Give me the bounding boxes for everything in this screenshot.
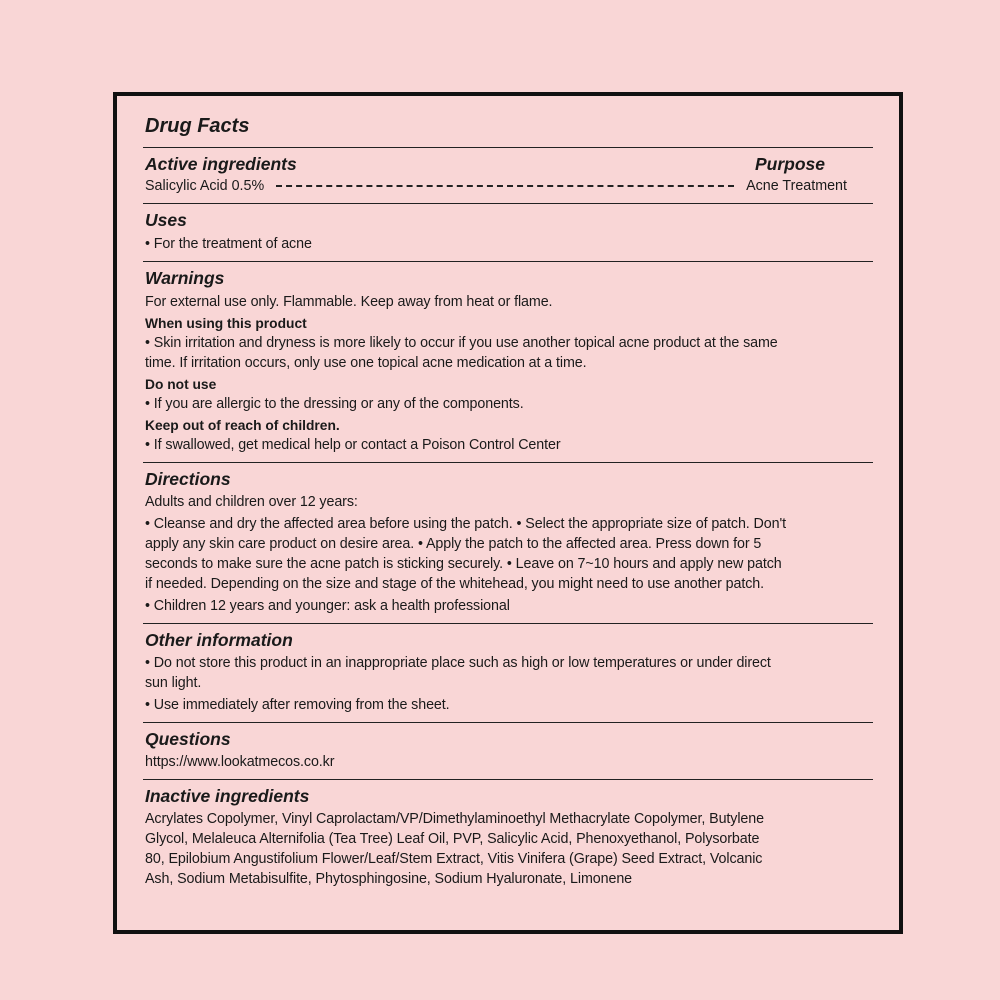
other-information-text: • Use immediately after removing from the sheet. [145, 697, 450, 713]
other-information-section [143, 630, 873, 715]
questions-heading: Questions [145, 729, 231, 749]
active-ingredient-purpose: Acne Treatment [746, 178, 847, 194]
when-using-text: • Skin irritation and dryness is more likely to occur if you use another topical acne product at the same [145, 335, 778, 351]
dotted-leader [276, 185, 734, 187]
warnings-section [143, 268, 873, 455]
divider [143, 722, 873, 723]
inactive-ingredients-text: Acrylates Copolymer, Vinyl Caprolactam/VP/Dimethylaminoethyl Methacrylate Copolymer, Butylene [145, 811, 764, 827]
uses-section [143, 210, 873, 254]
directions-text: • Children 12 years and younger: ask a health professional [145, 598, 510, 614]
directions-text: if needed. Depending on the size and stage of the whitehead, you might need to use another patch. [145, 576, 765, 592]
inactive-ingredients-text: 80, Epilobium Angustifolium Flower/Leaf/Stem Extract, Vitis Vinifera (Grape) Seed Extract, Volcanic [145, 851, 763, 867]
warnings-heading: Warnings [145, 268, 225, 288]
inactive-ingredients-section [143, 786, 873, 889]
inactive-ingredients-text: Ash, Sodium Metabisulfite, Phytosphingosine, Sodium Hyaluronate, Limonene [145, 871, 633, 887]
directions-section [143, 469, 873, 616]
active-ingredient-name: Salicylic Acid 0.5% [145, 178, 265, 194]
when-using-text: time. If irritation occurs, only use one topical acne medication at a time. [145, 355, 587, 371]
keep-out-heading: Keep out of reach of children. [145, 418, 340, 433]
other-information-text: • Do not store this product in an inappropriate place such as high or low temperatures or under direct [145, 655, 771, 671]
directions-text: • Cleanse and dry the affected area before using the patch. • Select the appropriate size of patch. Don't [145, 516, 786, 532]
purpose-heading: Purpose [754, 154, 825, 174]
divider [143, 779, 873, 780]
divider [143, 623, 873, 624]
when-using-heading: When using this product [145, 316, 307, 331]
divider [143, 462, 873, 463]
active-ingredients-section [143, 154, 873, 196]
do-not-use-heading: Do not use [145, 377, 217, 392]
other-information-heading: Other information [145, 630, 293, 650]
inactive-ingredients-text: Glycol, Melaleuca Alternifolia (Tea Tree) Leaf Oil, PVP, Salicylic Acid, Phenoxyethanol, Polysorbate [145, 831, 760, 847]
active-ingredients-header [143, 154, 873, 174]
directions-heading: Directions [145, 469, 231, 489]
divider [143, 147, 873, 148]
divider [143, 261, 873, 262]
active-ingredient-row [145, 176, 873, 196]
directions-intro: Adults and children over 12 years: [145, 494, 358, 510]
divider [143, 203, 873, 204]
uses-text: • For the treatment of acne [145, 236, 312, 252]
other-information-text: sun light. [145, 675, 202, 691]
directions-text: apply any skin care product on desire area. • Apply the patch to the affected area. Press down for 5 [145, 536, 762, 552]
warnings-intro: For external use only. Flammable. Keep away from heat or flame. [145, 294, 553, 310]
uses-heading: Uses [145, 210, 187, 230]
directions-text: seconds to make sure the acne patch is sticking securely. • Leave on 7~10 hours and apply new patch [145, 556, 782, 572]
drug-facts-title: Drug Facts [145, 115, 250, 137]
questions-url[interactable]: https://www.lookatmecos.co.kr [145, 754, 335, 770]
do-not-use-text: • If you are allergic to the dressing or any of the components. [145, 396, 524, 412]
questions-section [143, 729, 873, 772]
inactive-ingredients-heading: Inactive ingredients [145, 786, 310, 806]
active-ingredients-heading: Active ingredients [145, 154, 297, 174]
drug-facts-panel [113, 92, 903, 934]
keep-out-text: • If swallowed, get medical help or contact a Poison Control Center [145, 437, 561, 453]
